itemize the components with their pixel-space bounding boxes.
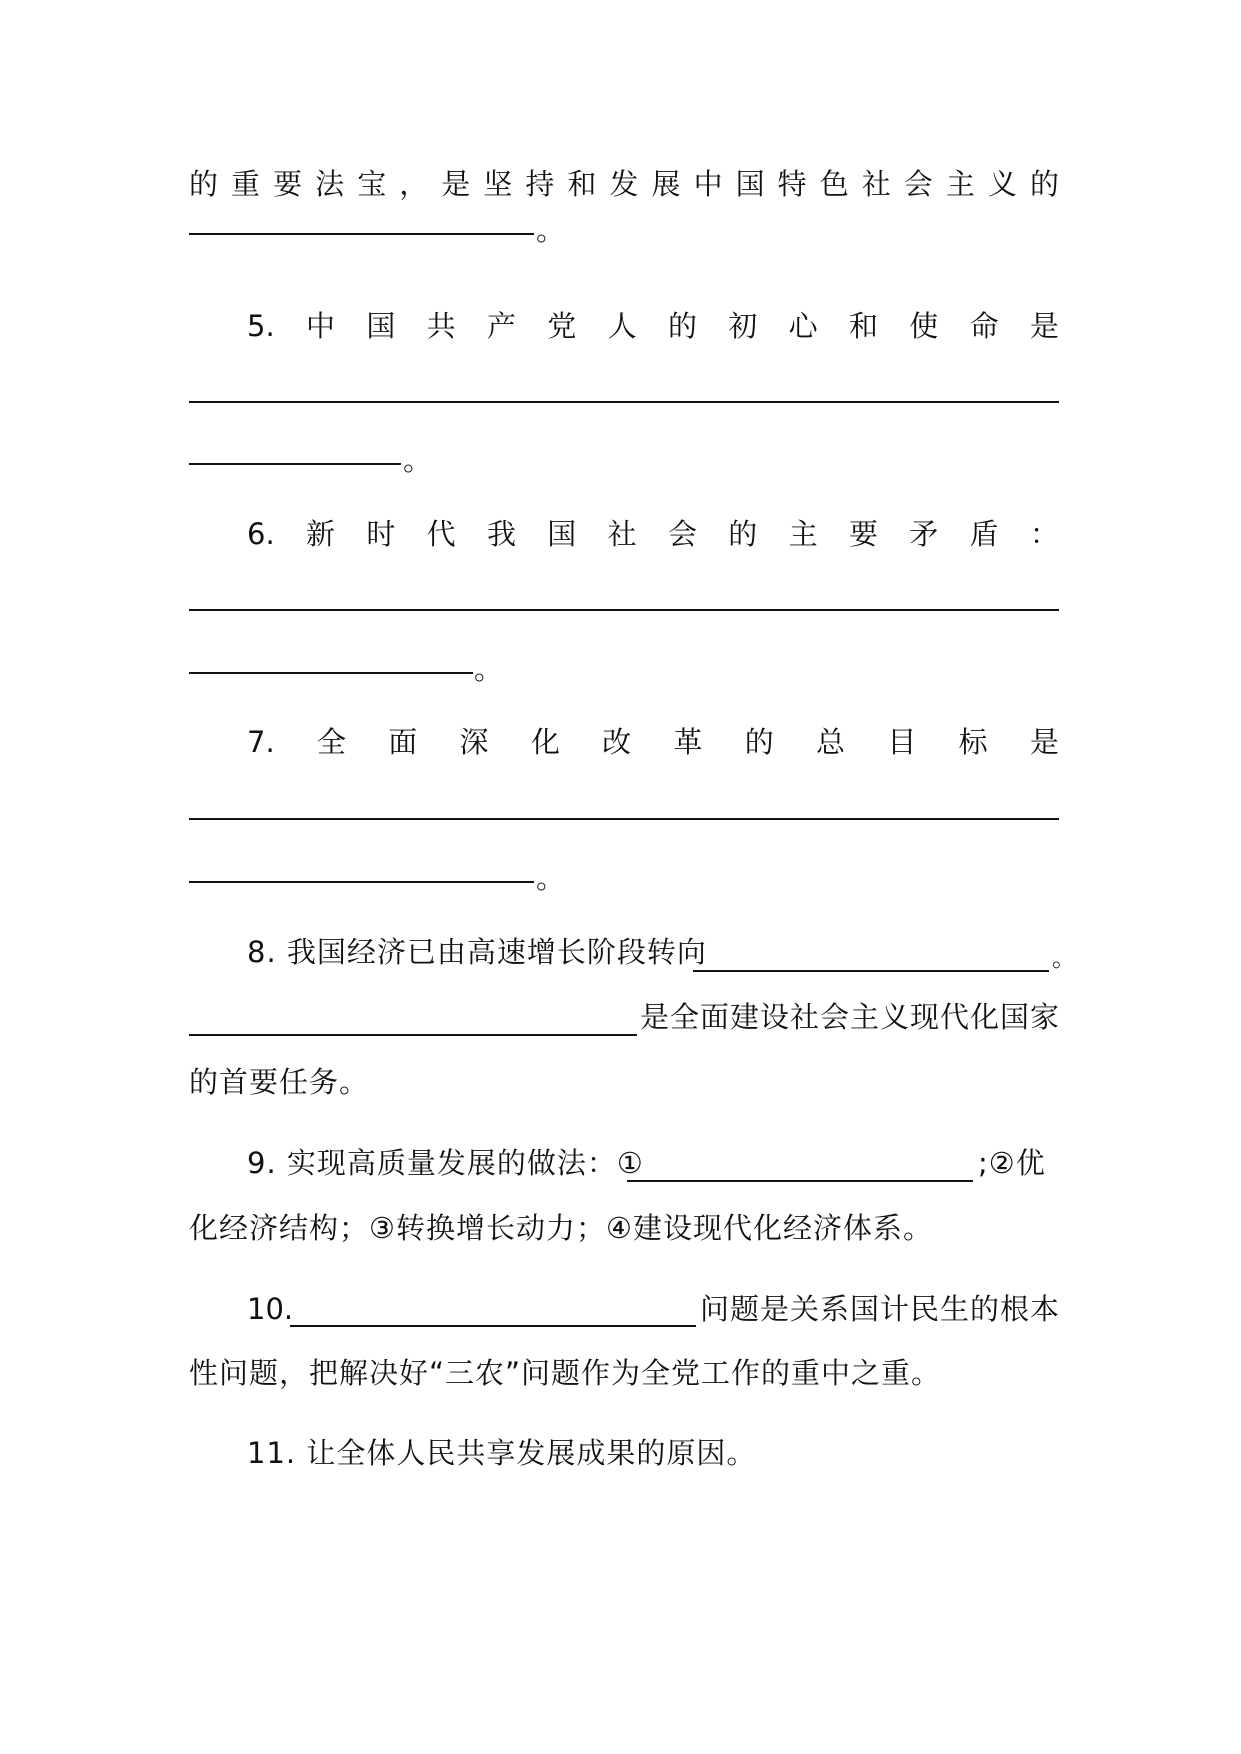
q6-line1-char: 的 [728,517,758,551]
q4-line1-char: 色 [819,167,849,201]
q9-text-1: 9. 实现高质量发展的做法：① [247,1146,644,1180]
q4-line1 [189,164,1059,204]
q5-line1-char: 共 [426,309,456,343]
q8-answer-blank-2[interactable] [189,1034,637,1036]
q7-line1-char: 改 [602,725,632,759]
q4-line1-char: 展 [651,167,681,201]
q9-text-2: 化经济结构；③转换增长动力；④建设现代化经济体系。 [189,1211,933,1245]
q7-line1-char: 总 [816,725,846,759]
q4-line1-char: 要 [273,167,303,201]
q4-line1-char: 是 [441,167,471,201]
q5-line1-char: 和 [848,309,878,343]
q4-line1-char: 和 [567,167,597,201]
q10-text-1: 问题是关系国计民生的根本 [700,1292,1061,1326]
q7-period: 。 [536,861,566,895]
q6-line1-char: 社 [607,517,637,551]
q6-line1-char: ： [1029,517,1059,551]
q6-line1-char: 矛 [909,517,939,551]
q11-line [189,1433,1059,1473]
q5-line1-char: 产 [486,309,516,343]
q5-line1-char: 中 [305,309,335,343]
q6-line1-char: 要 [848,517,878,551]
q11-text: 11. 让全体人民共享发展成果的原因。 [247,1436,757,1470]
q4-line1-char: 的 [1029,167,1059,201]
q9-text-mid: ;②优 [978,1146,1046,1180]
q5-line1-char: 人 [607,309,637,343]
q5-answer-blank-2[interactable] [189,463,401,465]
q9-line1 [189,1143,1059,1183]
q5-line1 [189,306,1059,346]
q8-period: 。 [1052,944,1076,972]
q5-line1-char: 党 [547,309,577,343]
q10-text-2: 性问题，把解决好“三农”问题作为全党工作的重中之重。 [189,1356,942,1390]
q4-line1-char: 的 [189,167,219,201]
q4-line1-char: 主 [945,167,975,201]
q5-period: 。 [403,443,433,477]
q8-line3 [189,1062,1059,1102]
q7-line1-char: 深 [459,725,489,759]
q4-line1-char: 重 [231,167,261,201]
q5-line1-char: 5. [247,309,275,343]
q4-line1-char: 国 [735,167,765,201]
q9-line2 [189,1208,1059,1248]
q5-line1-char: 使 [909,309,939,343]
q7-answer-blank-2[interactable] [189,881,534,883]
q5-line1-char: 国 [366,309,396,343]
q5-line1-char: 命 [969,309,999,343]
q4-period: 。 [536,213,566,247]
q4-line1-char: 社 [861,167,891,201]
q4-line1-char: 法 [315,167,345,201]
q7-line1-char: 的 [744,725,774,759]
q7-line1-char: 标 [958,725,988,759]
q8-line1 [189,932,1059,972]
q7-line1-char: 7. [247,725,275,759]
q7-line1-char: 化 [530,725,560,759]
q10-answer-blank[interactable] [290,1325,696,1327]
q6-line1-char: 6. [247,517,275,551]
q4-line1-char: 宝 [357,167,387,201]
q5-line1-char: 是 [1029,309,1059,343]
q7-line1-char: 是 [1029,725,1059,759]
q10-line2 [189,1353,1059,1393]
q6-line1-char: 国 [547,517,577,551]
q8-text-1: 8. 我国经济已由高速增长阶段转向 [247,935,707,969]
q5-answer-blank-1[interactable] [189,401,1059,403]
q4-line1-char: ， [399,167,429,201]
q7-line1-char: 革 [673,725,703,759]
q8-text-2: 是全面建设社会主义现代化国家 [640,1000,1061,1034]
q8-text-3: 的首要任务。 [189,1065,370,1099]
q4-answer-blank[interactable] [189,233,534,235]
q6-line1-char: 盾 [969,517,999,551]
q10-number: 10. [247,1292,294,1326]
q5-line1-char: 心 [788,309,818,343]
q4-line1-char: 坚 [483,167,513,201]
q6-line1-char: 主 [788,517,818,551]
q6-answer-blank-2[interactable] [189,672,473,674]
q6-line1-char: 代 [426,517,456,551]
q5-line1-char: 的 [667,309,697,343]
q6-period: 。 [474,652,504,686]
q7-line1-char: 面 [388,725,418,759]
q4-line1-char: 持 [525,167,555,201]
q8-answer-blank-1[interactable] [693,970,1049,972]
q7-line1 [189,722,1059,762]
q6-line1-char: 我 [486,517,516,551]
q7-line1-char: 目 [887,725,917,759]
q7-answer-blank-1[interactable] [189,818,1059,820]
q4-line1-char: 会 [903,167,933,201]
q7-line1-char: 全 [316,725,346,759]
q6-line1-char: 时 [366,517,396,551]
q6-line1-char: 会 [667,517,697,551]
q4-line1-char: 中 [693,167,723,201]
q4-line1-char: 义 [987,167,1017,201]
q6-line1-char: 新 [305,517,335,551]
q5-line1-char: 初 [728,309,758,343]
q4-line1-char: 发 [609,167,639,201]
q9-answer-blank[interactable] [627,1180,973,1182]
q6-answer-blank-1[interactable] [189,609,1059,611]
q4-line1-char: 特 [777,167,807,201]
q6-line1 [189,514,1059,554]
